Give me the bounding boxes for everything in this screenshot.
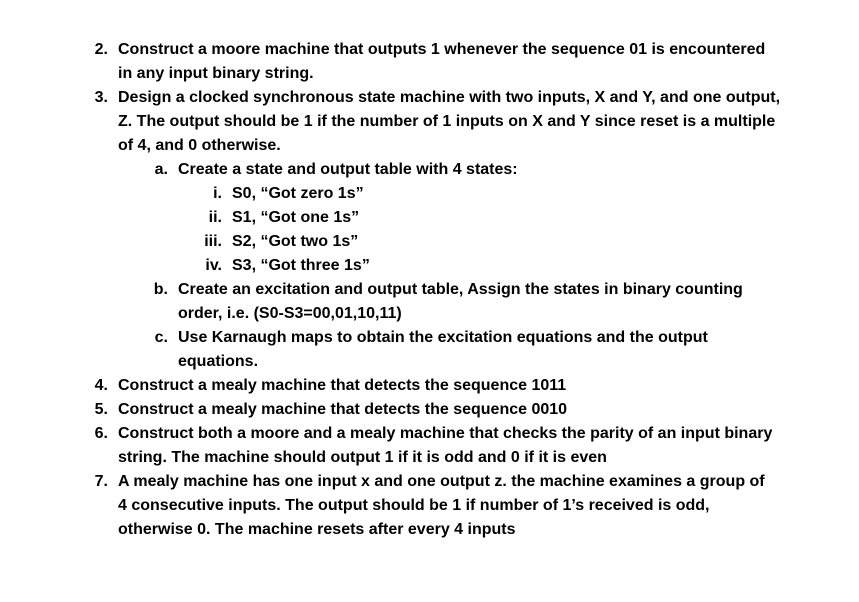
subproblem-text-line: order, i.e. (S0-S3=00,01,10,11) [178,305,402,322]
subproblem-text-line: Create an excitation and output table, Assign the states in binary counting [178,281,743,298]
state-description: S3, “Got three 1s” [232,257,370,274]
subproblem-letter: a. [154,161,168,178]
problem-item-6 [0,422,859,446]
problem-number: 4. [94,377,108,394]
problem-text-line: Z. The output should be 1 if the number of 1 inputs on X and Y since reset is a multiple [118,113,776,130]
problem-text-line: in any input binary string. [118,65,314,82]
problem-text-line: Design a clocked synchronous state machine with two inputs, X and Y, and one output, [118,89,781,106]
problem-text-line: A mealy machine has one input x and one output z. the machine examines a group of [118,473,765,490]
problem-item-5 [0,398,859,422]
problem-text-line: Construct both a moore and a mealy machine that checks the parity of an input binary [118,425,773,442]
state-description: S1, “Got one 1s” [232,209,360,226]
roman-numeral: ii. [208,209,222,226]
state-item-s1 [0,206,859,230]
problem-item-4 [0,374,859,398]
problem-item-3-cont [0,134,859,158]
problem-text-line: otherwise 0. The machine resets after every 4 inputs [118,521,516,538]
state-description: S2, “Got two 1s” [232,233,359,250]
problem-item-2 [0,38,859,62]
problem-text-line: string. The machine should output 1 if it is odd and 0 if it is even [118,449,607,466]
subproblem-text-line: equations. [178,353,259,370]
state-description: S0, “Got zero 1s” [232,185,364,202]
subproblem-text-line: Create a state and output table with 4 states: [178,161,518,178]
subproblem-3c-cont [0,350,859,374]
problem-item-2-cont [0,62,859,86]
subproblem-3b-cont [0,302,859,326]
problem-number: 2. [94,41,108,58]
state-item-s2 [0,230,859,254]
subproblem-text-line: Use Karnaugh maps to obtain the excitation equations and the output [178,329,708,346]
problem-list [0,38,859,542]
state-item-s3 [0,254,859,278]
subproblem-3a [0,158,859,182]
subproblem-letter: b. [153,281,168,298]
problem-number: 6. [94,425,108,442]
problem-text-line: Construct a mealy machine that detects the sequence 1011 [118,377,567,394]
problem-text-line: Construct a mealy machine that detects the sequence 0010 [118,401,568,418]
problem-item-7 [0,470,859,494]
problem-number: 7. [94,473,108,490]
problem-item-7-cont [0,494,859,518]
subproblem-letter: c. [154,329,168,346]
subproblem-3b [0,278,859,302]
problem-item-6-cont [0,446,859,470]
problem-number: 3. [94,89,108,106]
problem-text-line: 4 consecutive inputs. The output should be 1 if number of 1’s received is odd, [118,497,710,514]
problem-item-3-cont [0,110,859,134]
problem-text-line: Construct a moore machine that outputs 1 whenever the sequence 01 is encountered [118,41,766,58]
problem-text-line: of 4, and 0 otherwise. [118,137,281,154]
problem-number: 5. [94,401,108,418]
problem-item-3 [0,86,859,110]
roman-numeral: i. [213,185,222,202]
state-item-s0 [0,182,859,206]
subproblem-3c [0,326,859,350]
problem-item-7-cont [0,518,859,542]
roman-numeral: iv. [205,257,222,274]
roman-numeral: iii. [204,233,222,250]
